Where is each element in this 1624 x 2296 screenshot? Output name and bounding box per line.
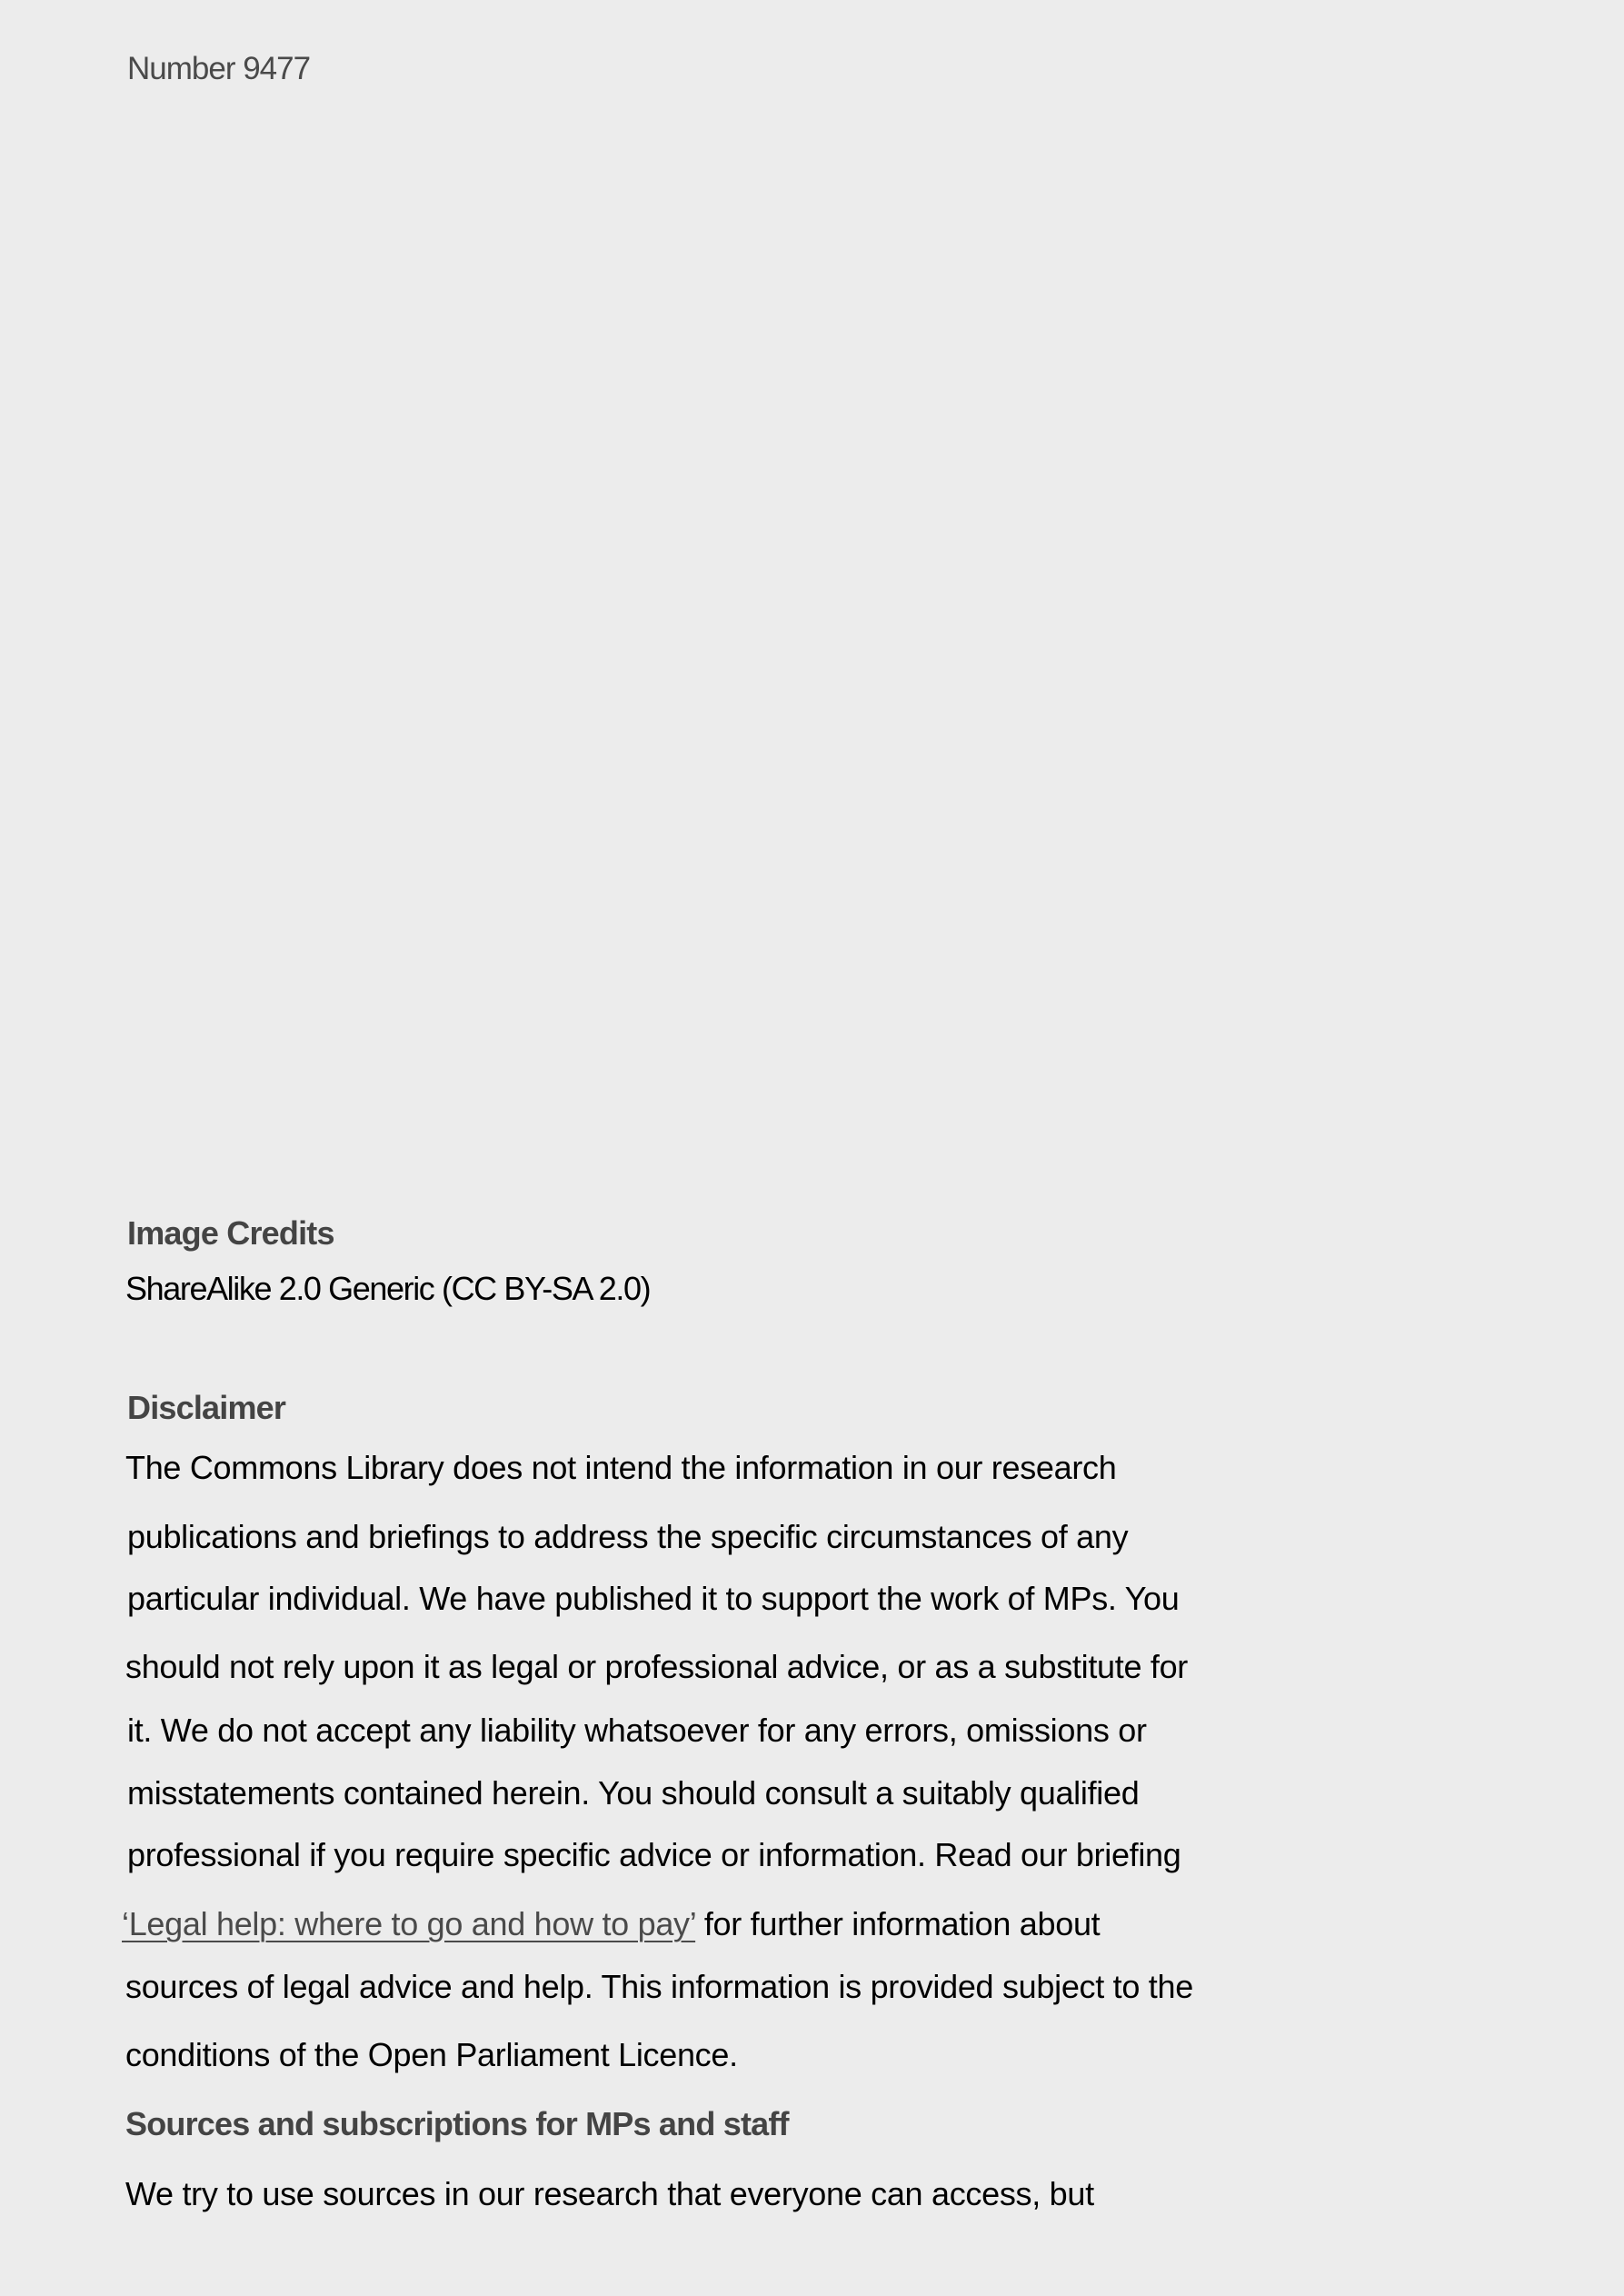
sources-heading: Sources and subscriptions for MPs and staff <box>125 2105 789 2142</box>
disclaimer-line: misstatements contained herein. You should consult a suitably qualified <box>127 1774 1140 1812</box>
disclaimer-line: professional if you require specific advice or information. Read our briefing <box>127 1836 1181 1873</box>
disclaimer-line: publications and briefings to address the specific circumstances of any <box>127 1518 1129 1555</box>
disclaimer-link-line <box>122 1905 1100 1943</box>
disclaimer-line: particular individual. We have published it to support the work of MPs. You <box>127 1580 1180 1617</box>
sources-line: We try to use sources in our research that everyone can access, but <box>125 2175 1094 2212</box>
image-credits-heading: Image Credits <box>127 1214 334 1252</box>
publication-number: Number 9477 <box>127 51 311 86</box>
legal-help-briefing-link[interactable]: ‘Legal help: where to go and how to pay’ <box>122 1905 696 1942</box>
disclaimer-line: sources of legal advice and help. This information is provided subject to the <box>125 1968 1193 2005</box>
image-credits-text: ShareAlike 2.0 Generic (CC BY-SA 2.0) <box>125 1270 651 1307</box>
disclaimer-line: should not rely upon it as legal or professional advice, or as a substitute for <box>125 1648 1188 1685</box>
disclaimer-line: conditions of the Open Parliament Licence. <box>125 2036 738 2073</box>
disclaimer-after-link: for further information about <box>695 1905 1101 1942</box>
disclaimer-line: it. We do not accept any liability whatsoever for any errors, omissions or <box>127 1712 1147 1749</box>
disclaimer-line: The Commons Library does not intend the information in our research <box>125 1449 1117 1486</box>
disclaimer-heading: Disclaimer <box>127 1389 286 1426</box>
